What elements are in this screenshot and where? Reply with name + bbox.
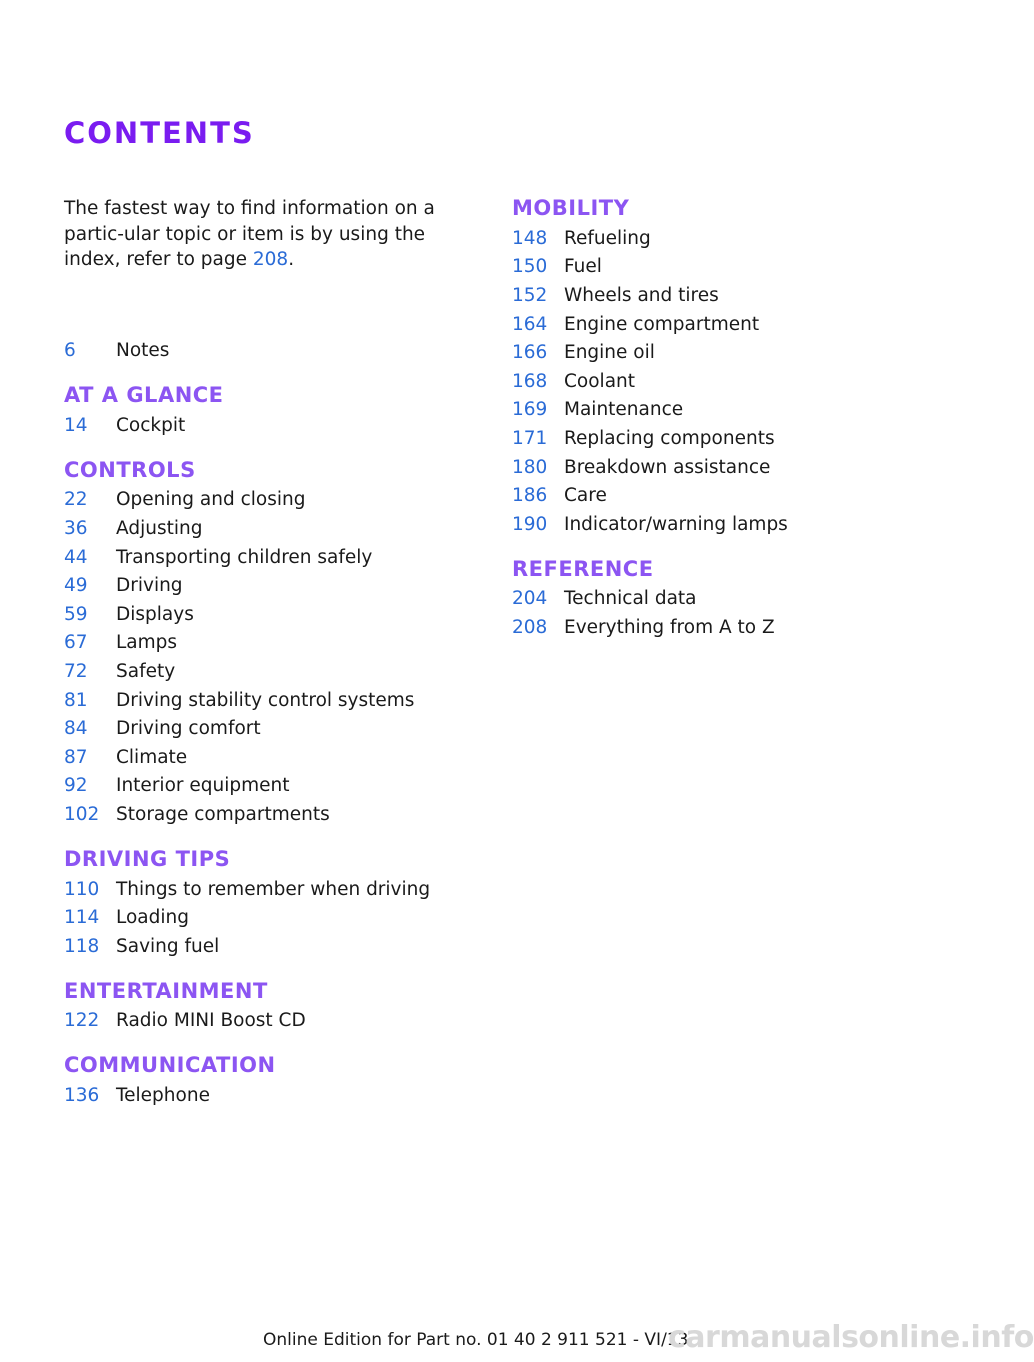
toc-entry[interactable] (512, 613, 932, 642)
toc-entry[interactable] (64, 800, 484, 829)
page-number[interactable]: 102 (64, 804, 100, 826)
entry-label[interactable]: Saving fuel (116, 935, 220, 957)
right-sections (512, 196, 932, 642)
toc-entry[interactable] (512, 338, 932, 367)
page-number[interactable]: 150 (512, 256, 548, 278)
right-column (512, 196, 932, 642)
toc-section (64, 1053, 484, 1110)
toc-section (512, 196, 932, 539)
entry-label[interactable]: Driving (116, 575, 183, 597)
toc-entry[interactable] (64, 743, 484, 772)
entry-label[interactable]: Adjusting (116, 518, 203, 540)
intro-period: . (288, 249, 295, 270)
toc-section (64, 847, 484, 961)
entry-label[interactable]: Care (564, 485, 607, 507)
page-number[interactable]: 171 (512, 427, 548, 449)
toc-entry[interactable] (64, 875, 484, 904)
section-heading: DRIVING TIPS (64, 846, 231, 871)
page-number[interactable]: 180 (512, 456, 548, 478)
section-heading: ENTERTAINMENT (64, 978, 268, 1003)
section-heading: COMMUNICATION (64, 1053, 276, 1078)
entry-label[interactable]: Safety (116, 661, 176, 683)
intro-paragraph (64, 196, 474, 273)
page-number[interactable]: 114 (64, 907, 100, 929)
entry-label[interactable]: Opening and closing (116, 489, 306, 511)
toc-entry[interactable] (64, 1007, 484, 1036)
toc-entry[interactable] (512, 253, 932, 282)
entry-label[interactable]: Engine oil (564, 342, 655, 364)
toc-entry[interactable] (512, 224, 932, 253)
page-number[interactable]: 122 (64, 1010, 100, 1032)
entry-label[interactable]: Cockpit (116, 414, 186, 436)
toc-entry[interactable] (64, 772, 484, 801)
left-sections (64, 383, 484, 1110)
page-number[interactable]: 49 (64, 575, 88, 597)
page-number[interactable]: 6 (64, 340, 76, 362)
toc-section (512, 557, 932, 642)
page-number[interactable]: 118 (64, 935, 100, 957)
page-number[interactable]: 14 (64, 414, 88, 436)
page-number[interactable]: 204 (512, 588, 548, 610)
entry-label[interactable]: Telephone (116, 1084, 210, 1106)
toc-entry[interactable] (64, 629, 484, 658)
index-page-link[interactable]: 208 (252, 249, 289, 270)
page-number[interactable]: 72 (64, 661, 88, 683)
page-number[interactable]: 59 (64, 603, 88, 625)
toc-entry[interactable] (512, 585, 932, 614)
page-number[interactable]: 186 (512, 485, 548, 507)
entry-label[interactable]: Wheels and tires (564, 284, 719, 306)
toc-entry[interactable] (64, 1081, 484, 1110)
entry-label[interactable]: Maintenance (564, 399, 684, 421)
entry-label[interactable]: Breakdown assistance (564, 456, 771, 478)
entry-label[interactable]: Everything from A to Z (564, 616, 775, 638)
page-number[interactable]: 136 (64, 1084, 100, 1106)
footer-edition: Online Edition for Part no. 01 40 2 911 521 - VI/13 (263, 1330, 689, 1350)
toc-entry[interactable] (64, 657, 484, 686)
toc-entry[interactable] (512, 281, 932, 310)
toc-entry[interactable] (64, 571, 484, 600)
toc-entry[interactable] (512, 481, 932, 510)
entry-label[interactable]: Things to remember when driving (116, 878, 431, 900)
page-number[interactable]: 67 (64, 632, 88, 654)
entry-label[interactable]: Driving comfort (116, 718, 261, 740)
page-number[interactable]: 190 (512, 513, 548, 535)
page-number[interactable]: 92 (64, 775, 88, 797)
entry-label[interactable]: Storage compartments (116, 804, 330, 826)
entry-label[interactable]: Coolant (564, 370, 636, 392)
entry-label[interactable]: Interior equipment (116, 775, 290, 797)
page-number[interactable]: 169 (512, 399, 548, 421)
page-number[interactable]: 166 (512, 342, 548, 364)
page-number[interactable]: 81 (64, 689, 88, 711)
toc-entry[interactable] (64, 714, 484, 743)
toc-entry[interactable] (512, 367, 932, 396)
toc-entry[interactable] (64, 600, 484, 629)
page-number[interactable]: 36 (64, 518, 88, 540)
entry-label[interactable]: Driving stability control systems (116, 689, 415, 711)
left-column (64, 196, 484, 1110)
page-number[interactable]: 22 (64, 489, 88, 511)
page-number[interactable]: 168 (512, 370, 548, 392)
entry-label[interactable]: Radio MINI Boost CD (116, 1010, 306, 1032)
toc-entry[interactable] (512, 424, 932, 453)
page-number[interactable]: 87 (64, 746, 88, 768)
entry-label[interactable]: Engine compartment (564, 313, 760, 335)
entry-label[interactable]: Notes (116, 340, 170, 362)
entry-label[interactable]: Indicator/warning lamps (564, 513, 788, 535)
section-heading: CONTROLS (64, 457, 196, 482)
section-heading: AT A GLANCE (64, 383, 224, 408)
toc-entry[interactable] (64, 514, 484, 543)
toc-entry[interactable] (64, 411, 484, 440)
entry-label[interactable]: Technical data (564, 588, 697, 610)
page-number[interactable]: 84 (64, 718, 88, 740)
entry-label[interactable]: Loading (116, 907, 189, 929)
page-number[interactable]: 110 (64, 878, 100, 900)
toc-entry[interactable] (512, 510, 932, 539)
page-number[interactable]: 164 (512, 313, 548, 335)
toc-entry[interactable] (512, 396, 932, 425)
toc-entry[interactable] (64, 932, 484, 961)
toc-entry[interactable] (64, 903, 484, 932)
intro-text: The fastest way to find information on a partic-ular topic or item is by using the index, refer to page (64, 198, 435, 270)
toc-entry[interactable] (64, 543, 484, 572)
toc-section (64, 979, 484, 1036)
toc-entry[interactable] (512, 310, 932, 339)
toc-entry-notes[interactable] (64, 337, 484, 366)
page-number[interactable]: 152 (512, 284, 548, 306)
toc-section (64, 383, 484, 440)
page-number[interactable]: 44 (64, 546, 88, 568)
section-heading: REFERENCE (512, 556, 654, 581)
watermark: carmanualsonline.info (668, 1320, 1034, 1355)
toc-entry[interactable] (64, 486, 484, 515)
page-number[interactable]: 148 (512, 227, 548, 249)
page-title: contents (64, 104, 255, 153)
section-heading: MOBILITY (512, 196, 630, 220)
entry-label[interactable]: Displays (116, 603, 194, 625)
toc-entry[interactable] (64, 686, 484, 715)
entry-label[interactable]: Refueling (564, 227, 651, 249)
entry-label[interactable]: Fuel (564, 256, 602, 278)
entry-label[interactable]: Lamps (116, 632, 178, 654)
toc-section (64, 458, 484, 829)
toc-entry[interactable] (512, 453, 932, 482)
entry-label[interactable]: Transporting children safely (116, 546, 373, 568)
entry-label[interactable]: Climate (116, 746, 188, 768)
page-number[interactable]: 208 (512, 616, 548, 638)
entry-label[interactable]: Replacing components (564, 427, 775, 449)
